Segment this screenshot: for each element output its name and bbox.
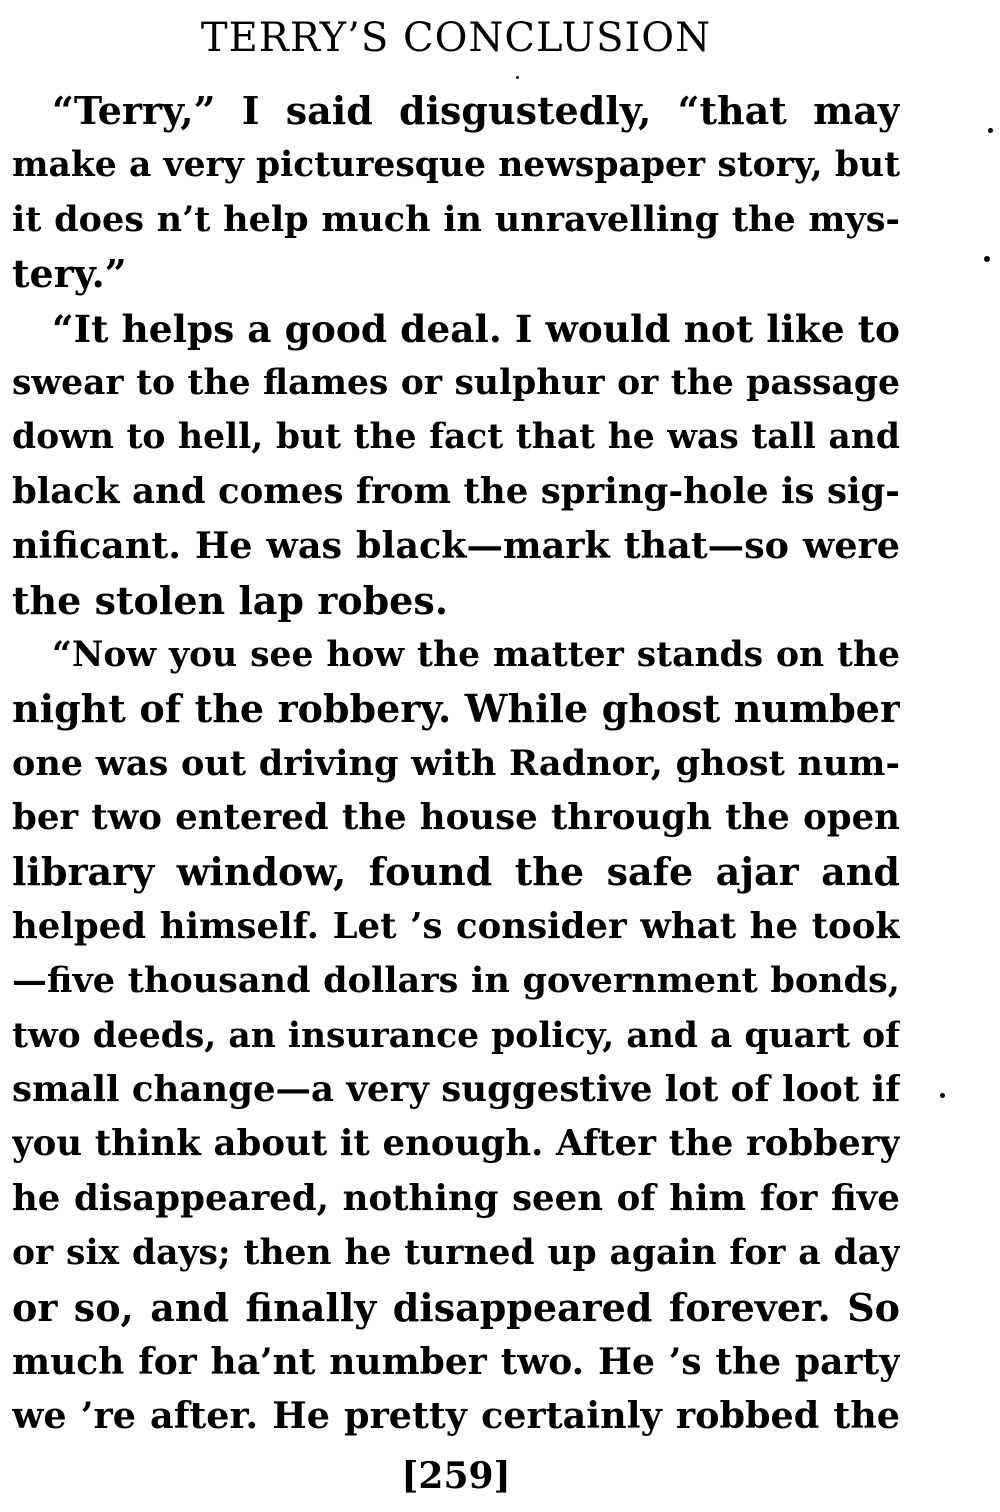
text-line: swear to the flames or sulphur or the passage — [12, 362, 900, 403]
body-text — [12, 84, 900, 1444]
text-line: “It helps a good deal. I would not like to — [52, 306, 900, 351]
text-line: make a very picturesque newspaper story, but — [12, 145, 900, 186]
text-line: —five thousand dollars in government bonds, — [12, 960, 900, 1002]
page-number: [259] — [401, 1455, 511, 1497]
text-line: one was out driving with Radnor, ghost num- — [12, 742, 900, 784]
text-line: down to hell, but the fact that he was tall and — [12, 417, 900, 458]
text-line: ber two entered the house through the open — [12, 797, 900, 839]
text-line: helped himself. Let ’s consider what he took — [12, 905, 900, 947]
text-line: you think about it enough. After the robbery — [12, 1123, 900, 1165]
text-line: he disappeared, nothing seen of him for five — [12, 1177, 900, 1219]
text-line: the stolen lap robes. — [12, 577, 448, 623]
text-line: we ’re after. He pretty certainly robbed the — [12, 1394, 900, 1438]
running-head: TERRY’S CONCLUSION — [200, 15, 712, 61]
speck — [984, 256, 990, 262]
text-line: or six days; then he turned up again for a day — [12, 1233, 900, 1274]
text-line: black and comes from the spring-hole is sig- — [12, 470, 900, 512]
text-line: two deeds, an insurance policy, and a quart of — [12, 1015, 900, 1056]
text-line: small change—a very suggestive lot of loot if — [12, 1069, 900, 1111]
text-line: much for ha’nt number two. He ’s the party — [12, 1340, 900, 1383]
text-line: or so, and finally disappeared forever. So — [12, 1284, 900, 1330]
text-line: night of the robbery. While ghost number — [12, 686, 900, 732]
text-line: “Terry,” I said disgustedly, “that may — [52, 88, 900, 133]
text-line: tery.” — [12, 251, 127, 297]
text-line: “Now you see how the matter stands on the — [52, 634, 900, 675]
speck — [988, 128, 993, 133]
text-line: it does n’t help much in unravelling the mys- — [12, 198, 900, 240]
text-line: library window, found the safe ajar and — [12, 849, 900, 895]
speck — [516, 76, 519, 79]
text-line: nificant. He was black—mark that—so were — [12, 524, 900, 568]
speck — [940, 1093, 945, 1098]
